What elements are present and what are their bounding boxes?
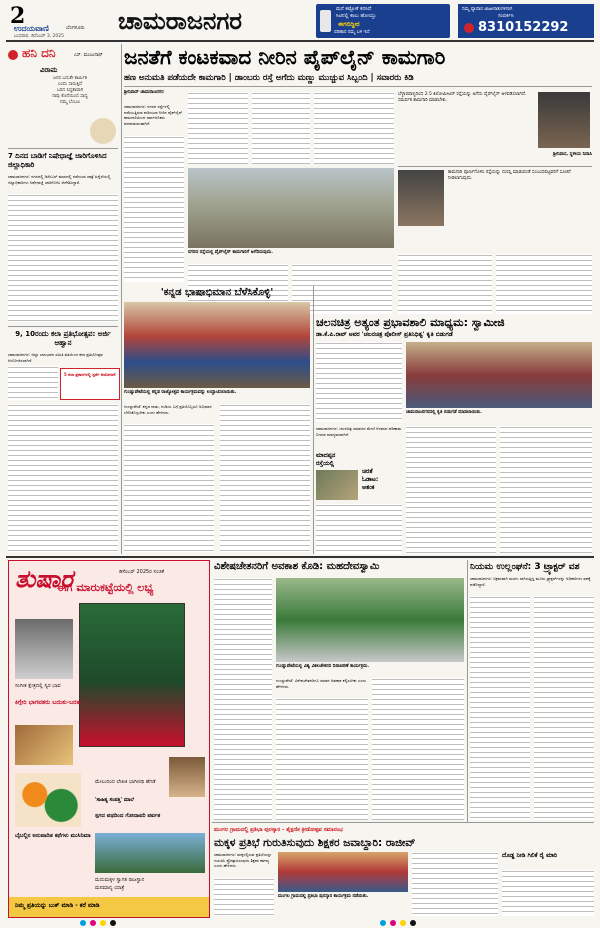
tushara-brand: ತುಷಾರ bbox=[15, 564, 73, 593]
vision-col-b bbox=[276, 698, 368, 820]
lead-col-a bbox=[124, 136, 184, 282]
ad-right-line1: ನಿಮ್ಮ ವ್ಯಾಪಾರ ಜಾಹೀರಾತುಗಳಿಗಾಗಿ bbox=[462, 7, 513, 12]
masthead bbox=[6, 4, 594, 38]
left-rule-2 bbox=[8, 326, 118, 327]
teacher-col-c bbox=[502, 870, 594, 916]
phone-icon bbox=[464, 23, 474, 33]
poem-illustration bbox=[90, 118, 116, 144]
rules-col-b bbox=[534, 596, 594, 820]
page-date: ಬುಧವಾರ, ಡಿಸೆಂಬರ್ 3, 2025 bbox=[14, 34, 64, 39]
tushara-item6: ಬೈಬಲ್ಲಿನ ಅನುವಾದಿತ ಕಥೆಗಳು ಮುಸಿನಿಮಾ bbox=[15, 833, 91, 839]
ad-right-phone: 8310152292 bbox=[478, 20, 569, 35]
column-badge bbox=[8, 46, 118, 64]
quote-person-photo bbox=[538, 92, 590, 148]
kannada-headline: 'ಕನ್ನಡ ಭಾಷಾಭಿಮಾನ ಬೆಳೆಸಿಕೊಳ್ಳಿ' bbox=[160, 287, 274, 298]
media-headline: ಚಲನಚಿತ್ರ ಅತ್ಯಂತ ಪ್ರಭಾವಶಾಲಿ ಮಾಧ್ಯಮ: ಸ್ವಾಮೀಜಿ bbox=[316, 316, 505, 329]
reg-mark-5 bbox=[380, 920, 386, 926]
vision-caption: ಗುಂಡ್ಲುಪೇಟೆಯಲ್ಲಿ ವಿಶ್ವ ವಿಕಲಚೇತನರ ದಿನಾಚರಣೆ ಕಾರ್ಯಕ್ರಮ. bbox=[276, 664, 370, 669]
column-name: ಹನಿ ದನಿ bbox=[22, 46, 56, 60]
lead-subhead: ಹಣ ಅನುಮತಿ ಪಡೆಯದೇ ಕಾಮಗಾರಿ | ಡಾಂಬರು ರಸ್ತೆ ಅಗೆದು ಮಣ್ಣು ಮುಚ್ಚುವ ಸಿಬ್ಬಂದಿ | ಸವಾರರು ಕಿಡಿ bbox=[124, 73, 414, 83]
left-story2-body-a bbox=[8, 366, 58, 400]
page-number: 2 bbox=[10, 3, 26, 29]
leopard-photo bbox=[316, 470, 358, 500]
col-divider-2 bbox=[313, 286, 314, 554]
media-photo bbox=[406, 342, 592, 408]
left-story1-headline: 7 ದಿನದ ಬಾಡಿಗೆ ನಿಷೇಧಾಜ್ಞೆ ಜಾರಿಗೊಳಿಸಿದ ಜಿಲ್ಲಾಧಿಕಾರಿ bbox=[8, 152, 107, 169]
vision-photo bbox=[276, 578, 464, 662]
left-story1-text: ಚಾಮರಾಜನಗರ: ನಗರದಲ್ಲಿ ಡಿಸೆಂಬರ್ ಮಾಸದಲ್ಲಿ ನಡೆಯುವ ಜಾತ್ರೆ ಹಿನ್ನೆಲೆಯಲ್ಲಿ ಜಿಲ್ಲಾಧಿಕಾರಿಗಳು ನಿಷೇಧಾಜ್ಞೆ ಜಾರಿಗೊಳಿಸಿ ಆದೇಶಿಸಿದ್ದಾರೆ. bbox=[8, 174, 112, 185]
teacher-col-a bbox=[214, 878, 274, 916]
ad-center-line4: ಪರಿಹಾರ ನಮ್ಮ ಬಳಿ ಇದೆ bbox=[334, 30, 370, 35]
teacher-kicker: ಮಂಗಲ ಗ್ರಾಮದಲ್ಲಿ ಪ್ರತಿಭಾ ಪುರಸ್ಕಾರ - ಶೈಕ್ಷಣಿಕ ಕ್ರೀಡೋತ್ಸವ ಸಮಾರಂಭ bbox=[214, 827, 343, 833]
mid-rule bbox=[6, 556, 594, 558]
small-box-body bbox=[316, 504, 402, 554]
tushara-item1: ಸಂಗೀತ ಕ್ಷೇತ್ರದಲ್ಲಿ ಸ್ವರ ಭಾವ bbox=[15, 683, 61, 689]
left-story2-body-b bbox=[8, 404, 118, 552]
tushara-item2: ಕಿಗ್ಗೇರಿ ಭಾಗವತರು ಬದುಕು-ಬರಹ bbox=[15, 699, 81, 706]
registration-marks bbox=[0, 918, 600, 928]
lead-quote-text: ಬೆಳ್ಳಾರಪಾಳ್ಯದಿಂದ 2.5 ಕಿಲೋಮೀಟರ್ ರಸ್ತೆಯನ್ನು ಅಗೆದು ಪೈಪ್‌ಲೈನ್ ಅಳವಡಿಸಲಾಗಿದೆ. ಸಮರ್ಪಕ ಕಾಮಗಾರಿ ಮಾಡಬೇಕು. bbox=[398, 92, 528, 103]
lower-rule bbox=[212, 822, 594, 823]
circle-logo-icon bbox=[8, 50, 18, 60]
lead-photo bbox=[188, 168, 394, 248]
tushara-item3: ಮೇಲುದಿಂದ ಲೇಖಕಿ ಭಾಗೀರಥಿ ಹೆಗಡೆ bbox=[95, 779, 156, 785]
masthead-ad-center bbox=[316, 4, 450, 38]
lead-quote2-box bbox=[398, 170, 592, 250]
teacher-side-headline: ದೊಡ್ಡ ನೀಡಿ ಗಿಲಿಕೆ ರೈ ಮಾರಿ bbox=[502, 852, 558, 859]
vision-body-intro: ಗುಂಡ್ಲುಪೇಟೆ: ವಿಶೇಷಚೇತನರಿಗೂ ಸಮಾನ ಅವಕಾಶ ಕಲ್ಪಿಸಬೇಕು ಎಂದು ಹೇಳಿದರು. bbox=[276, 678, 368, 689]
reg-mark-7 bbox=[400, 920, 406, 926]
lead-col-f bbox=[314, 92, 394, 164]
lead-byline: ಶ್ರೀನಿವಾಸ್ ಚಾಮರಾಜನಗರ bbox=[124, 90, 164, 95]
kannada-body-intro: ಗುಂಡ್ಲುಪೇಟೆ: ಕನ್ನಡ ನಾಡು, ನುಡಿಯ ಬಗ್ಗೆ ಪ್ರತಿಯೊಬ್ಬರೂ ಅಭಿಮಾನ ಬೆಳೆಸಿಕೊಳ್ಳಬೇಕು ಎಂದು ಹೇಳಿದರು. bbox=[124, 404, 214, 415]
reg-mark-2 bbox=[90, 920, 96, 926]
small-box-line5: ಆತಂಕ bbox=[362, 484, 375, 491]
kannada-caption: ಗುಂಡ್ಲುಪೇಟೆಯಲ್ಲಿ ಕನ್ನಡ ರಾಜ್ಯೋತ್ಸವ ಕಾರ್ಯಕ್ರಮವನ್ನು ಉದ್ಘಾಟಿಸಲಾಯಿತು. bbox=[124, 390, 237, 395]
tushara-footer-bar bbox=[9, 897, 209, 917]
media-body-intro: ಚಾಮರಾಜನಗರ: ಚಲನಚಿತ್ರ ಸಮಾಜದ ಮೇಲೆ ಆಳವಾದ ಪರಿಣಾಮ ಬೀರುವ ಮಾಧ್ಯಮವಾಗಿದೆ. bbox=[316, 426, 403, 437]
tushara-item5: ಸ್ಪಗದ ಪಥದಿಂದ ಗೋದಾವರಿ ಪರ್ವತ bbox=[95, 813, 161, 819]
left-story2-box-text: 5 ಕಲಾ ಪ್ರಕಾರಗಳಲ್ಲಿ ಸ್ಪರ್ಧೆ ಆಯೋಜನೆ bbox=[64, 372, 116, 377]
reg-mark-1 bbox=[80, 920, 86, 926]
left-story2-text: ಚಾಮರಾಜನಗರ: ಜಿಲ್ಲಾ ಬಾಲಭವನ ಸಮಿತಿ ವತಿಯಿಂದ ಕಲಾ ಪ್ರತಿಭೋತ್ಸವ ಆಯೋಜಿಸಲಾಗಿದೆ. bbox=[8, 352, 105, 363]
lead-col-g bbox=[398, 254, 492, 314]
lead-quote-name: ಶ್ರೀನಿವಾಸ, ಸ್ಥಳೀಯ ನಿವಾಸಿ bbox=[553, 152, 592, 157]
media-col-c bbox=[500, 426, 592, 554]
tushara-item7: ಮದುಮಕ್ಕಳ ಸ್ವಾಗತ ರಾಜಸ್ಥಾನ bbox=[95, 877, 145, 883]
edition-label: ಬೆಂಗಳೂರು bbox=[66, 25, 85, 31]
tushara-issue: ಡಿಸೆಂಬರ್ 2025ರ ಸಂಚಿಕೆ bbox=[119, 569, 165, 575]
small-box bbox=[316, 452, 402, 554]
left-rule-1 bbox=[8, 148, 118, 149]
tushara-flowers bbox=[15, 773, 81, 827]
rules-headline: ನಿಯಮ ಉಲ್ಲಂಘನೆ: 3 ಟ್ರ್ಯಾಕ್ಟರ್ ವಶ bbox=[470, 562, 580, 572]
small-box-line1: ಮಾದಪ್ಪನ bbox=[316, 452, 336, 459]
lead-quote-rule bbox=[398, 166, 592, 167]
kannada-photo bbox=[124, 302, 310, 388]
masthead-ad-right bbox=[458, 4, 594, 38]
tushara-portrait-3 bbox=[169, 757, 205, 797]
media-col-a bbox=[316, 342, 402, 422]
vision-col-a bbox=[214, 578, 272, 820]
poem-title: ವಿರಾಮ bbox=[40, 66, 58, 74]
left-story2-box bbox=[60, 368, 120, 400]
vision-col-c bbox=[372, 678, 464, 820]
masthead-rule bbox=[6, 40, 594, 42]
tushara-item4: 'ಸಾಹಿತ್ಯ ಸಂಪತ್ತಿ' ಮಾಲೆ bbox=[95, 797, 134, 803]
teacher-body-intro: ಚಾಮರಾಜನಗರ: ಮಕ್ಕಳಲ್ಲಿರುವ ಪ್ರತಿಭೆಯನ್ನು ಗುರುತಿಸಿ ಪ್ರೋತ್ಸಾಹಿಸುವುದು ಶಿಕ್ಷಕರ ಕರ್ತವ್ಯ ಎಂದು ಹೇಳಿದರು. bbox=[214, 852, 273, 868]
ad-center-line1: ಮನೆ ಕಟ್ಟೋಕೆ ಕನಸಿದೆ bbox=[336, 6, 372, 12]
tushara-portrait-1 bbox=[15, 619, 73, 679]
lead-body-intro: ಚಾಮರಾಜನಗರ: ನಗರದ ರಸ್ತೆಗಳಲ್ಲಿ ನಡೆಯುತ್ತಿರುವ ಕುಡಿಯುವ ನೀರಿನ ಪೈಪ್‌ಲೈನ್ ಕಾಮಗಾರಿಯಿಂದ ಸಾರ್ವಜನಿಕರು ಪರದಾಡುವಂತಾಗಿದೆ. bbox=[124, 104, 184, 126]
media-col-b bbox=[406, 426, 496, 554]
teacher-headline: ಮಕ್ಕಳ ಪ್ರತಿಭೆ ಗುರುತಿಸುವುದು ಶಿಕ್ಷಕರ ಜವಾಬ್ದಾರಿ: ರಾಜೀವ್ bbox=[214, 837, 416, 849]
tushara-cover bbox=[79, 603, 185, 747]
lead-headline: ಜನತೆಗೆ ಕಂಟಕವಾದ ನೀರಿನ ಪೈಪ್‌ಲೈನ್ ಕಾಮಗಾರಿ bbox=[124, 45, 446, 69]
tushara-ad bbox=[8, 560, 210, 918]
kannada-col-b bbox=[220, 404, 310, 552]
teacher-col-b bbox=[412, 852, 498, 916]
media-subhead: ಡಾ.ಕೆ.ಪಿ.ರಾವ್ ಅವರ 'ಚಲನಚಿತ್ರ ಪೊಲೀಸ್ ಪ್ರತಿನಿಧಿತ್ವ' ಕೃತಿ ಬಿಡುಗಡೆ bbox=[316, 331, 453, 338]
lead-col-h bbox=[496, 254, 592, 314]
poem-text: ಜನರ ಬದುಕೇ ಕಾರ್ಮಿಕ ಎಂದು ಸಾರುತ್ತಿದೆ ಬರದ ಸಿದ್ಧತಾವಾಗಿ ನಾವು ಕೊನೆಯಿಂದ ಸಾಧ್ಯ ನಮ್ಮ ಬೆಂಬಲ bbox=[52, 76, 88, 105]
reg-mark-6 bbox=[390, 920, 396, 926]
small-box-line2: ರಸ್ತೆಯಲ್ಲಿ bbox=[316, 460, 335, 467]
lead-col-b bbox=[188, 92, 248, 164]
paper-name: ಉದಯವಾಣಿ bbox=[14, 24, 49, 33]
lead-quote-box bbox=[398, 92, 592, 162]
ad-right-line2: ಸಂಪರ್ಕಿಸಿ bbox=[498, 13, 514, 19]
rules-col-a bbox=[470, 596, 530, 820]
lead-rule bbox=[124, 86, 592, 87]
reg-mark-3 bbox=[100, 920, 106, 926]
tushara-portrait-2 bbox=[15, 725, 73, 765]
lead-quote2-text: ಕಾಮಗಾರಿ ಪೂರ್ಣಗೊಳಿಸಿ ರಸ್ತೆಯನ್ನು ದುರಸ್ತಿ ಮಾಡುವಂತೆ ಸಂಬಂಧಪಟ್ಟವರಿಗೆ ಸೂಚನೆ ನೀಡಲಾಗುವುದು. bbox=[448, 170, 573, 181]
section-title: ಚಾಮರಾಜನಗರ bbox=[118, 7, 243, 35]
left-story2-headline: 9, 10ರಂದು ಕಲಾ ಪ್ರತಿಭೋತ್ಸವ: ಅರ್ಜಿ ಆಹ್ವಾನ bbox=[15, 330, 111, 347]
tushara-tagline: ಈಗ ಮಾರುಕಟ್ಟೆಯಲ್ಲಿ ಲಭ್ಯ bbox=[57, 581, 154, 594]
phone-graphic-icon bbox=[320, 10, 331, 32]
left-story1-body bbox=[8, 194, 118, 322]
reg-mark-8 bbox=[410, 920, 416, 926]
tushara-landscape bbox=[95, 833, 205, 873]
column-author: ಎಸ್. ಮಂಜುನಾಥ್ bbox=[74, 53, 103, 58]
teacher-photo bbox=[278, 852, 408, 892]
media-caption: ಚಾಮರಾಜನಗರದಲ್ಲಿ ಕೃತಿ ಬಿಡುಗಡೆ ಮಾಡಲಾಯಿತು. bbox=[406, 410, 482, 415]
col-divider-1 bbox=[121, 44, 122, 554]
small-box-line3: ಚಿರತೆ bbox=[362, 468, 373, 475]
col-divider-3 bbox=[467, 560, 468, 822]
lead-photo-caption: ನಗರದ ರಸ್ತೆಯಲ್ಲಿ ಪೈಪ್‌ಲೈನ್ ಕಾಮಗಾರಿಗೆ ಅಗೆದಿರುವುದು. bbox=[188, 250, 273, 255]
lead-col-c bbox=[252, 92, 310, 164]
ad-center-line2: ಸಿಟಿನಲ್ಲಿ ಕಾಲು ಹೋಯ್ತು bbox=[336, 13, 377, 19]
tushara-item8: ಮನಮಾನ್ಯ ಯಾತ್ರೆ bbox=[95, 885, 125, 891]
ad-center-line3: ಈಗಲಿದ್ದೀರ bbox=[338, 21, 360, 28]
rules-body-intro: ಚಾಮರಾಜನಗರ: ಅಕ್ರಮವಾಗಿ ಮರಳು ಸಾಗಿಸುತ್ತಿದ್ದ ಮೂರು ಟ್ರ್ಯಾಕ್ಟರ್‌ಗಳನ್ನು ಅಧಿಕಾರಿಗಳು ವಶಕ್ಕೆ ಪಡೆದಿದ್ದಾರೆ. bbox=[470, 576, 592, 587]
small-box-line4: ಓಡಾಟ: bbox=[362, 476, 379, 483]
tushara-footer: ನಿಮ್ಮ ಪ್ರತಿಯನ್ನು ಬುಕ್ ಮಾಡಿ - ಕರೆ ಮಾಡಿ bbox=[15, 902, 100, 909]
teacher-caption: ಮಂಗಲ ಗ್ರಾಮದಲ್ಲಿ ಪ್ರತಿಭಾ ಪುರಸ್ಕಾರ ಕಾರ್ಯಕ್ರಮ ನಡೆಯಿತು. bbox=[278, 894, 369, 899]
quote2-person-photo bbox=[398, 170, 444, 226]
vision-headline: ವಿಶೇಷಚೇತನರಿಗೆ ಅವಕಾಶ ಕೊಡಿ: ಮಹದೇವಸ್ವಾಮಿ bbox=[214, 561, 380, 572]
kannada-col-a bbox=[124, 424, 214, 552]
reg-mark-4 bbox=[110, 920, 116, 926]
